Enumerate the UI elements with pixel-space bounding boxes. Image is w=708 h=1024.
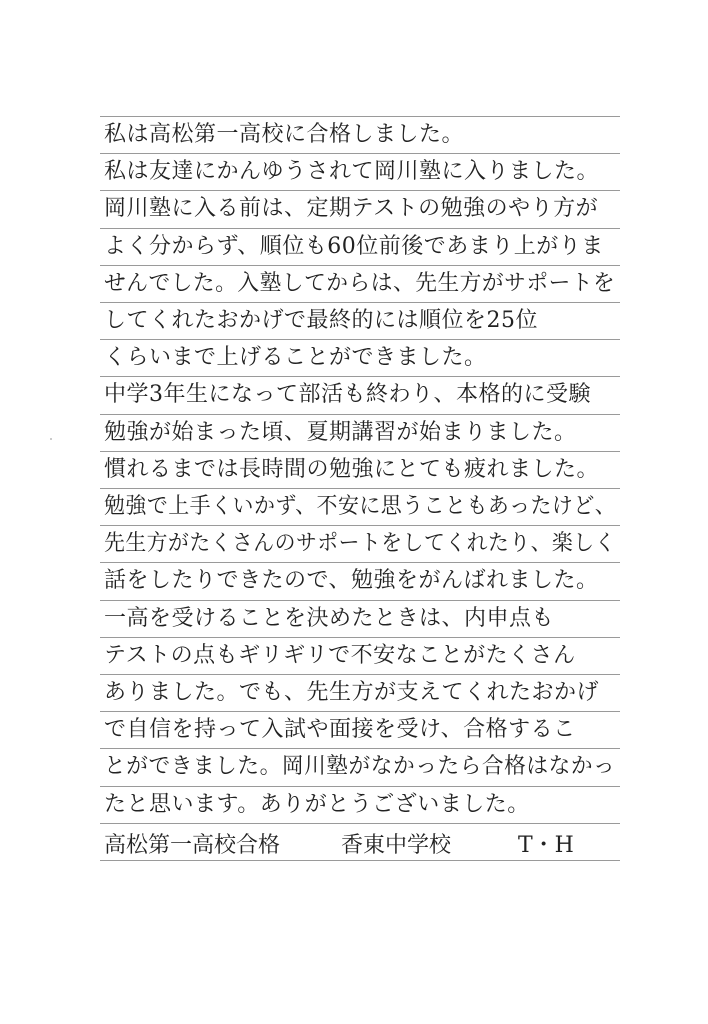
letter-text-line: 一高を受けることを決めたときは、内申点も — [104, 605, 555, 631]
punch-mark — [50, 438, 52, 440]
letter-text-line: 勉強で上手くいかず、不安に思うこともあったけど、 — [104, 494, 617, 519]
letter-text-line: 私は友達にかんゆうされて岡川塾に入りました。 — [104, 159, 600, 185]
author-initials: T・H — [518, 833, 574, 858]
letter-text-line: くらいまで上げることができました。 — [104, 345, 487, 371]
letter-text-line: 岡川塾に入る前は、定期テストの勉強のやり方が — [104, 196, 599, 222]
letter-text-line: 勉強が始まった頃、夏期講習が始まりました。 — [104, 419, 577, 445]
signature-line — [104, 828, 616, 864]
letter-text-line: 中学3年生になって部活も終わり、本格的に受験 — [104, 382, 591, 408]
passed-school-label: 高松第一高校合格 — [104, 833, 281, 858]
letter-text-line: とができました。岡川塾がなかったら合格はなかっ — [104, 754, 616, 780]
junior-high-school-label: 香東中学校 — [341, 833, 452, 858]
letter-text-line: 話をしたりできたので、勉強をがんばれました。 — [104, 568, 599, 594]
letter-text-line: 私は高松第一高校に合格しました。 — [104, 122, 465, 147]
letter-text-line: で自信を持って入試や面接を受け、合格するこ — [104, 717, 576, 743]
ruled-line — [100, 823, 620, 824]
letter-text-line: ありました。でも、先生方が支えてくれたおかげ — [104, 680, 600, 705]
letter-text-line: せんでした。入塾してからは、先生方がサポートを — [104, 270, 616, 296]
letter-text-line: よく分からず、順位も60位前後であまり上がりま — [104, 233, 604, 259]
letter-text-line: 先生方がたくさんのサポートをしてくれたり、楽しく — [104, 531, 616, 557]
letter-text-line: 慣れるまでは長時間の勉強にとても疲れました。 — [104, 456, 600, 482]
letter-text-line: たと思います。ありがとうございました。 — [104, 791, 530, 817]
letter-text-line: してくれたおかげで最終的には順位を25位 — [104, 308, 538, 333]
letter-text-line: テストの点もギリギリで不安なことがたくさん — [104, 642, 576, 668]
